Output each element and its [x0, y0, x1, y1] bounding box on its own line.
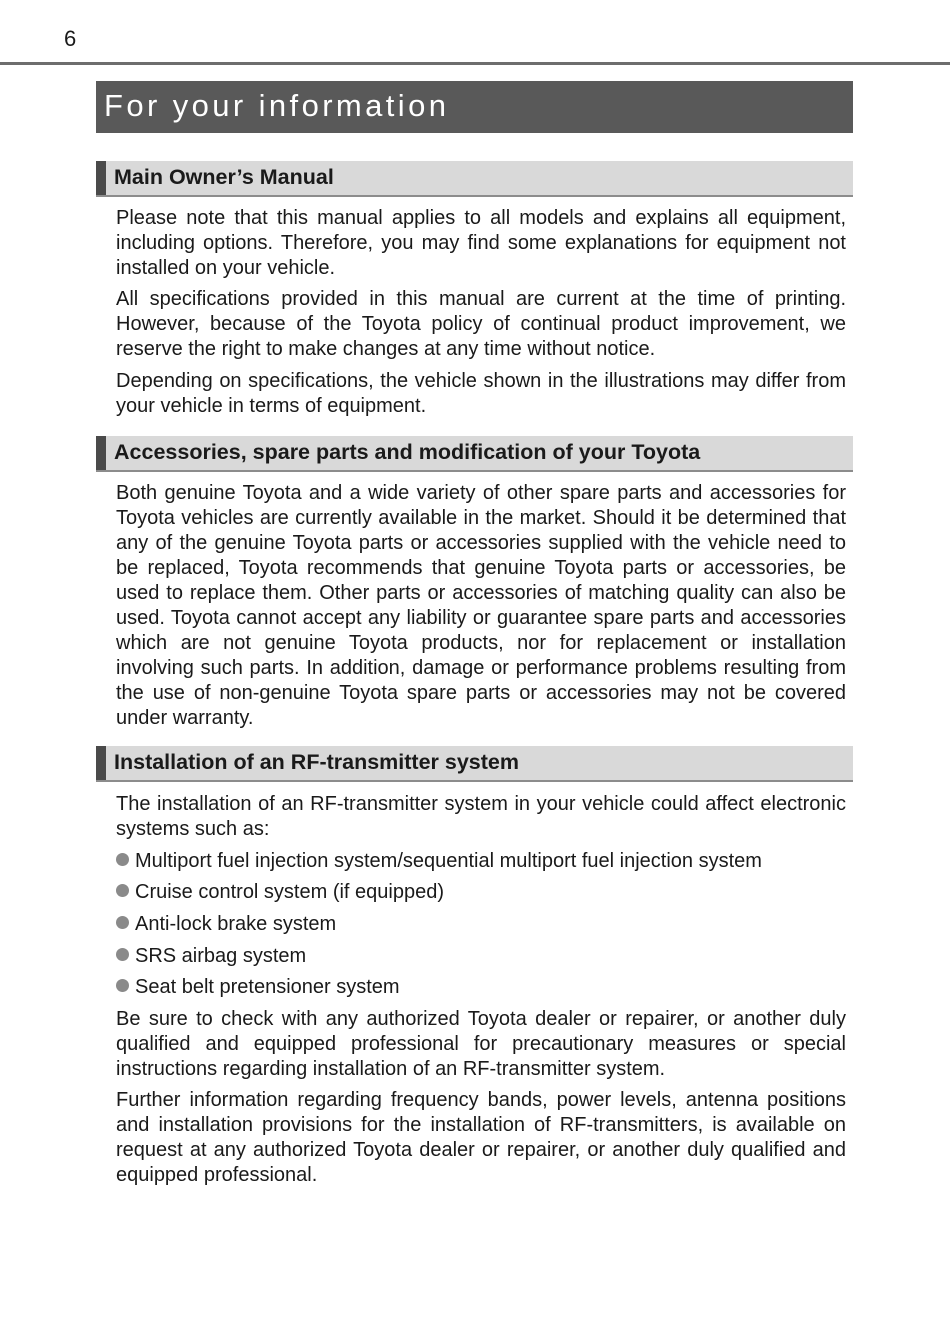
section-marker	[96, 436, 106, 470]
list-item	[116, 975, 846, 1000]
list-item-text: Seat belt pretensioner system	[135, 976, 400, 998]
paragraph: Both genuine Toyota and a wide variety of other spare parts and accessories for Toyota vehicles are currently available in the market. Should it be determined that any of the genuine Toyota parts or accessories supplied with the vehicle need to be replaced, Toyota recommends that genuine Toyota parts or accessories, be used to replace them. Other parts or accessories of matching quality can also be used. Toyota cannot accept any liability or guarantee spare parts and accessories which are not genuine Toyota products, nor for replacement or installation involving such parts. In addition, damage or performance problems resulting from the use of non-genuine Toyota spare parts or accessories may not be covered under warranty.	[116, 482, 846, 729]
page-title: For your information	[104, 88, 450, 123]
section-header-rf-transmitter	[96, 746, 853, 782]
bullet-dot-icon	[116, 979, 129, 992]
paragraph: Further information regarding frequency bands, power levels, antenna positions and installation provisions for the installation of RF-transmitters, is available on request at any authorized Toyota dealer or repairer, or another duly qualified and equipped professional.	[116, 1089, 846, 1186]
list-item	[116, 944, 846, 969]
section-heading: Installation of an RF-transmitter system	[114, 750, 519, 774]
section-marker	[96, 746, 106, 780]
bullet-dot-icon	[116, 884, 129, 897]
section-heading: Main Owner’s Manual	[114, 165, 334, 189]
section-marker	[96, 161, 106, 195]
list-item	[116, 880, 846, 905]
paragraph-intro: The installation of an RF-transmitter system in your vehicle could affect electronic systems such as:	[116, 793, 846, 840]
page-number: 6	[64, 26, 77, 51]
list-item-text: Cruise control system (if equipped)	[135, 881, 445, 903]
paragraph: All specifications provided in this manual are current at the time of printing. However, because of the Toyota policy of continual product improvement, we reserve the right to make changes at any time without notice.	[116, 288, 846, 360]
list-item	[116, 849, 846, 874]
list-item	[116, 912, 846, 937]
list-item-text: Multiport fuel injection system/sequential multiport fuel injection system	[135, 850, 762, 872]
section-header-accessories	[96, 436, 853, 472]
bullet-dot-icon	[116, 948, 129, 961]
bullet-dot-icon	[116, 853, 129, 866]
section-heading: Accessories, spare parts and modification of your Toyota	[114, 440, 701, 464]
paragraph: Depending on specifications, the vehicle shown in the illustrations may differ from your vehicle in terms of equipment.	[116, 370, 846, 417]
bullet-dot-icon	[116, 916, 129, 929]
top-rule	[0, 62, 950, 65]
paragraph: Be sure to check with any authorized Toyota dealer or repairer, or another duly qualified and equipped professional for precautionary measures or special instructions regarding installation of an RF-transmitter system.	[116, 1008, 846, 1080]
section-header-main-owners-manual	[96, 161, 853, 197]
list-item-text: Anti-lock brake system	[135, 913, 337, 935]
paragraph: Please note that this manual applies to all models and explains all equipment, including options. Therefore, you may find some explanations for equipment not installed on your vehicle.	[116, 207, 846, 279]
page-title-bar	[96, 81, 853, 133]
list-item-text: SRS airbag system	[135, 945, 307, 967]
